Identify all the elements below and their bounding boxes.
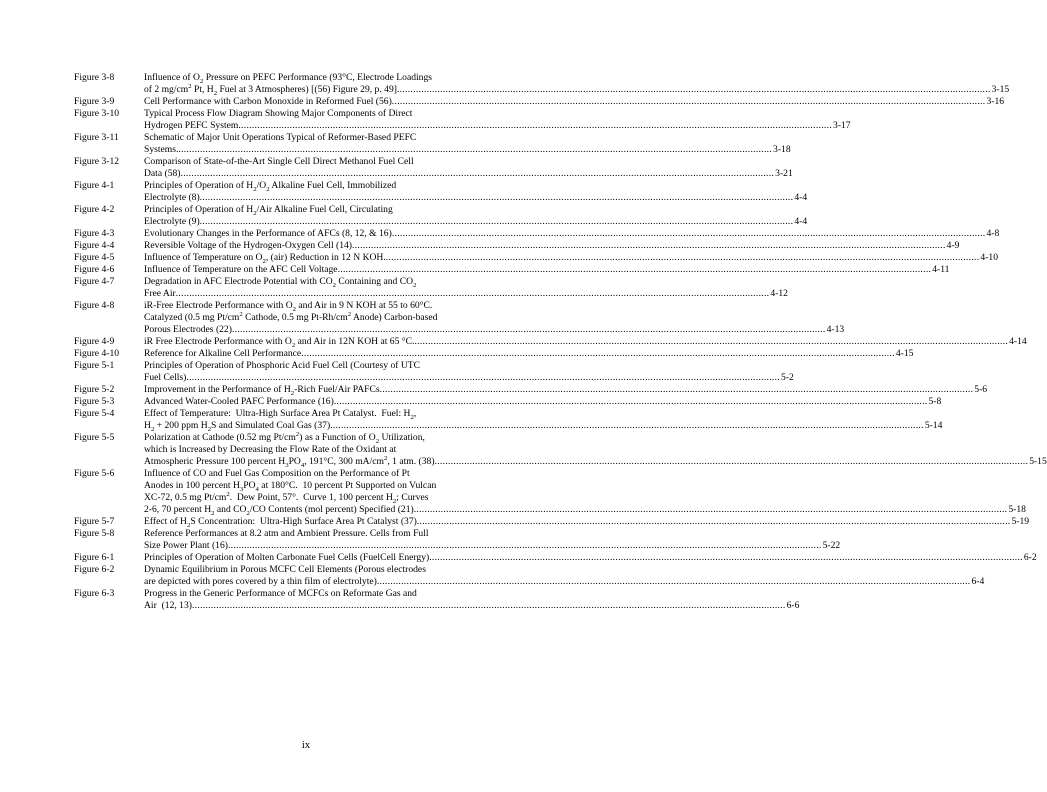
figure-title-line: Fuel Cells)	[144, 372, 187, 383]
figure-title-last-line	[144, 120, 851, 132]
figure-number: Figure 6-3	[74, 588, 115, 599]
figure-title-line: Dynamic Equilibrium in Porous MCFC Cell Elements (Porous electrodes	[144, 564, 426, 575]
figure-title-line: Influence of CO and Fuel Gas Composition on the Performance of Pt	[144, 468, 410, 479]
figure-title-line: Polarization at Cathode (0.52 mg $Pt/cm^2$) as a Function of $O_2$ Utilization,	[144, 430, 425, 445]
figure-title	[144, 588, 800, 612]
figure-title-line: Data (58)	[144, 168, 181, 179]
figure-title	[144, 384, 988, 397]
figure-entry	[74, 264, 950, 276]
figure-number: Figure 5-4	[74, 408, 115, 419]
figure-title-line: Reference Performances at 8.2 atm and Ambient Pressure. Cells from Full	[144, 528, 429, 539]
figure-entry	[74, 588, 800, 612]
figure-title-line: Typical Process Flow Diagram Showing Major Components of Direct	[144, 108, 413, 119]
page-ref: 3-18	[773, 144, 791, 155]
figure-title-line: Improvement in the Performance of $H_2$-Rich Fuel/Air PAFCs	[144, 384, 380, 397]
figure-title-last-line	[144, 454, 1047, 469]
figure-title-last-line	[144, 552, 1037, 564]
page-ref: 4-14	[1009, 336, 1027, 347]
figure-title-line: Advanced Water-Cooled PAFC Performance (16)	[144, 396, 334, 407]
page-ref: 4-9	[946, 240, 960, 251]
figure-title-last-line	[144, 240, 960, 252]
page-ref: 4-8	[986, 228, 1000, 239]
figure-number: Figure 5-2	[74, 384, 115, 395]
figure-entry	[74, 516, 1030, 529]
page-ref: 4-13	[826, 324, 845, 335]
figure-title	[144, 430, 1047, 469]
figure-title-last-line	[144, 420, 943, 433]
figure-title	[144, 240, 960, 252]
figure-title-line: Degradation in AFC Electrode Potential with $CO_2$ Containing and $CO_2$	[144, 276, 417, 289]
figure-title-line: iR Free Electrode Performance with $O_2$ and Air in 12N KOH at 65 °C.	[144, 336, 415, 349]
figure-number: Figure 4-6	[74, 264, 115, 275]
dot-leader: ............................................................................................................................................................................................................................	[186, 372, 781, 383]
page-ref: 6-4	[971, 576, 985, 587]
figure-title-last-line	[144, 336, 1027, 349]
figure-number: Figure 3-11	[74, 132, 119, 143]
dot-leader: ............................................................................................................................................................................................................................	[352, 240, 946, 251]
figure-title-line: Porous Electrodes (22)	[144, 324, 232, 335]
figure-number: Figure 5-7	[74, 516, 115, 527]
page-ref: 4-4	[794, 216, 808, 227]
figure-number: Figure 4-9	[74, 336, 115, 347]
figure-title-last-line	[144, 96, 1005, 108]
figure-entry	[74, 228, 1000, 240]
figure-title	[144, 72, 1010, 97]
figure-entry	[74, 156, 793, 180]
figure-title	[144, 564, 985, 588]
page-ref: 5-6	[974, 384, 988, 395]
figure-title-last-line	[144, 252, 999, 265]
figure-title	[144, 408, 943, 433]
figure-entry	[74, 528, 841, 552]
page-number: ix	[301, 740, 311, 751]
figure-title-last-line	[144, 348, 914, 360]
page-ref: 3-17	[833, 120, 851, 131]
figure-title-last-line	[144, 372, 794, 384]
figure-title	[144, 108, 851, 132]
figure-number: Figure 4-7	[74, 276, 115, 287]
figure-entry	[74, 300, 845, 336]
dot-leader: ............................................................................................................................................................................................................................	[227, 540, 822, 551]
dot-leader: ............................................................................................................................................................................................................................	[379, 384, 974, 395]
dot-leader: ............................................................................................................................................................................................................................	[429, 552, 1023, 563]
page-ref: 4-10	[980, 252, 999, 263]
figure-entry	[74, 240, 960, 252]
page-ref: 3-21	[775, 168, 793, 179]
figure-number: Figure 4-8	[74, 300, 115, 311]
figure-entry	[74, 348, 914, 360]
figure-title	[144, 336, 1027, 349]
dot-leader: ............................................................................................................................................................................................................................	[396, 84, 991, 95]
figure-title-line: Progress in the Generic Performance of MCFCs on Reformate Gas and	[144, 588, 417, 599]
figure-title-line: Principles of Operation of Phosphoric Acid Fuel Cell (Courtesy of UTC	[144, 360, 421, 371]
dot-leader: ............................................................................................................................................................................................................................	[391, 228, 986, 239]
figure-title	[144, 180, 808, 204]
figure-entry	[74, 408, 943, 433]
page-ref: 5-19	[1011, 516, 1030, 527]
figure-title-last-line	[144, 264, 950, 276]
page-ref: 4-12	[770, 288, 788, 299]
figure-number: Figure 4-10	[74, 348, 120, 359]
figure-title-line: Comparison of State-of-the-Art Single Cell Direct Methanol Fuel Cell	[144, 156, 414, 167]
figure-title-line: Effect of $H_2S$ Concentration: Ultra-High Surface Area Pt Catalyst (37)	[144, 516, 417, 529]
dot-leader: ............................................................................................................................................................................................................................	[238, 120, 833, 131]
figure-number: Figure 5-5	[74, 432, 115, 443]
page-ref: 6-2	[1023, 552, 1037, 563]
figure-title	[144, 132, 791, 156]
figure-title-last-line	[144, 216, 808, 228]
figure-title-last-line	[144, 324, 845, 336]
figure-title-line: Anodes in 100 percent $H_3PO_4$ at 180°C. 10 percent Pt Supported on Vulcan	[144, 480, 437, 493]
figure-title-last-line	[144, 228, 1000, 240]
dot-leader: ............................................................................................................................................................................................................................	[385, 252, 980, 263]
figure-title-last-line	[144, 384, 988, 397]
figure-title-last-line	[144, 600, 800, 612]
page-ref: 4-15	[895, 348, 914, 359]
page-ref: 5-2	[781, 372, 794, 383]
figure-title-last-line	[144, 168, 793, 180]
dot-leader: ............................................................................................................................................................................................................................	[199, 192, 794, 203]
dot-leader: ............................................................................................................................................................................................................................	[199, 216, 794, 227]
page-ref: 5-18	[1008, 504, 1026, 515]
figure-title-line: Hydrogen PEFC System	[144, 120, 239, 131]
figure-title-last-line	[144, 192, 808, 204]
figure-title-line: Reversible Voltage of the Hydrogen-Oxygen Cell (14)	[144, 240, 352, 251]
figure-entry	[74, 552, 1037, 564]
figure-title	[144, 348, 914, 360]
figure-title	[144, 528, 841, 552]
dot-leader: ............................................................................................................................................................................................................................	[333, 396, 928, 407]
figure-title	[144, 96, 1005, 108]
page-ref: 5-15	[1029, 456, 1047, 467]
figure-number: Figure 3-12	[74, 156, 120, 167]
figure-title-line: Effect of Temperature: Ultra-High Surface Area Pt Catalyst. Fuel: $H_2$,	[144, 408, 417, 421]
figure-title-line: Principles of Operation of Molten Carbonate Fuel Cells (FuelCell Energy)	[144, 552, 430, 563]
dot-leader: ............................................................................................................................................................................................................................	[391, 96, 986, 107]
page-ref: 5-8	[928, 396, 942, 407]
dot-leader: ............................................................................................................................................................................................................................	[191, 600, 786, 611]
figure-title-line: Air (12, 13)	[144, 600, 192, 611]
page-ref: 6-6	[786, 600, 800, 611]
figure-entry	[74, 360, 794, 384]
figure-number: Figure 4-2	[74, 204, 115, 215]
figure-entry	[74, 564, 985, 588]
figure-entry	[74, 396, 942, 408]
figure-title-last-line	[144, 396, 942, 408]
dot-leader: ............................................................................................................................................................................................................................	[231, 324, 826, 335]
list-of-figures	[74, 72, 1047, 612]
figure-title	[144, 228, 1000, 240]
figure-title-line: Free Air	[144, 288, 176, 299]
figure-entry	[74, 204, 808, 228]
figure-number: Figure 4-1	[74, 180, 115, 191]
figure-title	[144, 264, 950, 276]
figure-title-last-line	[144, 504, 1026, 517]
dot-leader: ............................................................................................................................................................................................................................	[178, 144, 773, 155]
figure-entry	[74, 108, 851, 132]
figure-number: Figure 6-1	[74, 552, 115, 563]
figure-title-line: Influence of $O_2$ Pressure on PEFC Performance (93°C, Electrode Loadings	[144, 72, 433, 85]
figure-title-line: Atmospheric Pressure 100 percent $H_3PO_4$, 191°C, 300 $mA/cm^2$, 1 atm. (38)	[144, 454, 435, 469]
figure-title-last-line	[144, 82, 1010, 97]
figure-title-line: Electrolyte (9)	[144, 216, 200, 227]
figure-number: Figure 6-2	[74, 564, 115, 575]
figure-entry	[74, 276, 788, 300]
figure-title-line: Principles of Operation of $H_2$/Air Alkaline Fuel Cell, Circulating	[144, 204, 393, 217]
page-ref: 4-4	[794, 192, 808, 203]
dot-leader: ............................................................................................................................................................................................................................	[175, 288, 770, 299]
figure-title	[144, 360, 794, 384]
figure-number: Figure 4-5	[74, 252, 115, 263]
figure-title	[144, 276, 788, 300]
figure-title-line: Schematic of Major Unit Operations Typical of Reformer-Based PEFC	[144, 132, 417, 143]
figure-title-line: which is Increased by Decreasing the Flow Rate of the Oxidant at	[144, 444, 397, 455]
figure-title-last-line	[144, 576, 985, 588]
figure-title-line: Catalyzed (0.5 mg $Pt/cm^2$ Cathode, 0.5 mg $Pt-Rh/cm^2$ Anode) Carbon-based	[144, 310, 438, 323]
figure-entry	[74, 336, 1027, 349]
figure-number: Figure 5-6	[74, 468, 115, 479]
page-ref: 5-22	[822, 540, 841, 551]
dot-leader: ............................................................................................................................................................................................................................	[180, 168, 775, 179]
figure-number: Figure 5-3	[74, 396, 115, 407]
figure-entry	[74, 72, 1010, 97]
figure-entry	[74, 132, 791, 156]
figure-title	[144, 552, 1037, 564]
figure-title	[144, 156, 793, 180]
figure-title-line: Evolutionary Changes in the Performance of AFCs (8, 12, & 16)	[144, 228, 392, 239]
figure-title-last-line	[144, 516, 1030, 529]
figure-title-line: are depicted with pores covered by a thin film of electrolyte)	[144, 576, 377, 587]
figure-entry	[74, 384, 988, 397]
figure-title-line: Reference for Alkaline Cell Performance	[144, 348, 302, 359]
figure-title	[144, 300, 845, 336]
figure-title-line: iR-Free Electrode Performance with $O_2$ and Air in 9 N KOH at 55 to 60°C.	[144, 300, 433, 313]
figure-title	[144, 252, 999, 265]
figure-title	[144, 396, 942, 408]
figure-title-last-line	[144, 540, 841, 552]
figure-title-last-line	[144, 144, 791, 156]
figure-number: Figure 3-8	[74, 72, 115, 83]
figure-title-line: Influence of Temperature on $O_2$, (air) Reduction in 12 N KOH.	[144, 252, 386, 265]
figure-title-line: Cell Performance with Carbon Monoxide in Reformed Fuel (56)	[144, 96, 392, 107]
figure-entry	[74, 180, 808, 204]
figure-title-line: Systems.	[144, 144, 179, 155]
dot-leader: ............................................................................................................................................................................................................................	[376, 576, 971, 587]
dot-leader: ............................................................................................................................................................................................................................	[330, 420, 924, 431]
dot-leader: ............................................................................................................................................................................................................................	[337, 264, 932, 275]
figure-number: Figure 4-4	[74, 240, 115, 251]
figure-title-line: $H_2 + 200$ ppm $H_2S$ and Simulated Coal Gas (37)	[144, 420, 331, 433]
figure-title	[144, 516, 1030, 529]
page-ref: 5-14	[924, 420, 943, 431]
page-ref: 3-16	[986, 96, 1005, 107]
figure-title-line: of 2 $mg/cm^2$ Pt, $H_2$ Fuel at 3 Atmospheres) [(56) Figure 29, p. 49]	[144, 82, 397, 97]
figure-title-line: Size Power Plant (16)	[144, 540, 228, 551]
dot-leader: ............................................................................................................................................................................................................................	[434, 456, 1029, 467]
dot-leader: ............................................................................................................................................................................................................................	[413, 504, 1008, 515]
figure-entry	[74, 430, 1047, 469]
dot-leader: ............................................................................................................................................................................................................................	[414, 336, 1009, 347]
figure-title-last-line	[144, 288, 788, 300]
figure-title-line: Influence of Temperature on the AFC Cell Voltage	[144, 264, 338, 275]
figure-title-line: Electrolyte (8)	[144, 192, 200, 203]
figure-title-line: Principles of Operation of $H_2/O_2$ Alkaline Fuel Cell, Immobilized	[144, 180, 397, 193]
dot-leader: ............................................................................................................................................................................................................................	[301, 348, 895, 359]
figure-number: Figure 5-1	[74, 360, 115, 371]
figure-number: Figure 3-10	[74, 108, 120, 119]
page-ref: 3-15	[991, 84, 1010, 95]
figure-number: Figure 4-3	[74, 228, 115, 239]
figure-entry	[74, 252, 999, 265]
page-ref: 4-11	[932, 264, 950, 275]
figure-title	[144, 468, 1026, 517]
figure-number: Figure 3-9	[74, 96, 115, 107]
figure-title-line: 2-6, 70 percent $H_2$ and $CO_2/CO$ Contents (mol percent) Specified (21)	[144, 504, 414, 517]
dot-leader: ............................................................................................................................................................................................................................	[416, 516, 1011, 527]
figure-number: Figure 5-8	[74, 528, 115, 539]
figure-title	[144, 204, 808, 228]
figure-title-line: XC-72, 0.5 mg $Pt/cm^2$. Dew Point, 57°. Curve 1, 100 percent $H_2$; Curves	[144, 490, 429, 505]
figure-entry	[74, 468, 1026, 517]
figure-entry	[74, 96, 1005, 108]
